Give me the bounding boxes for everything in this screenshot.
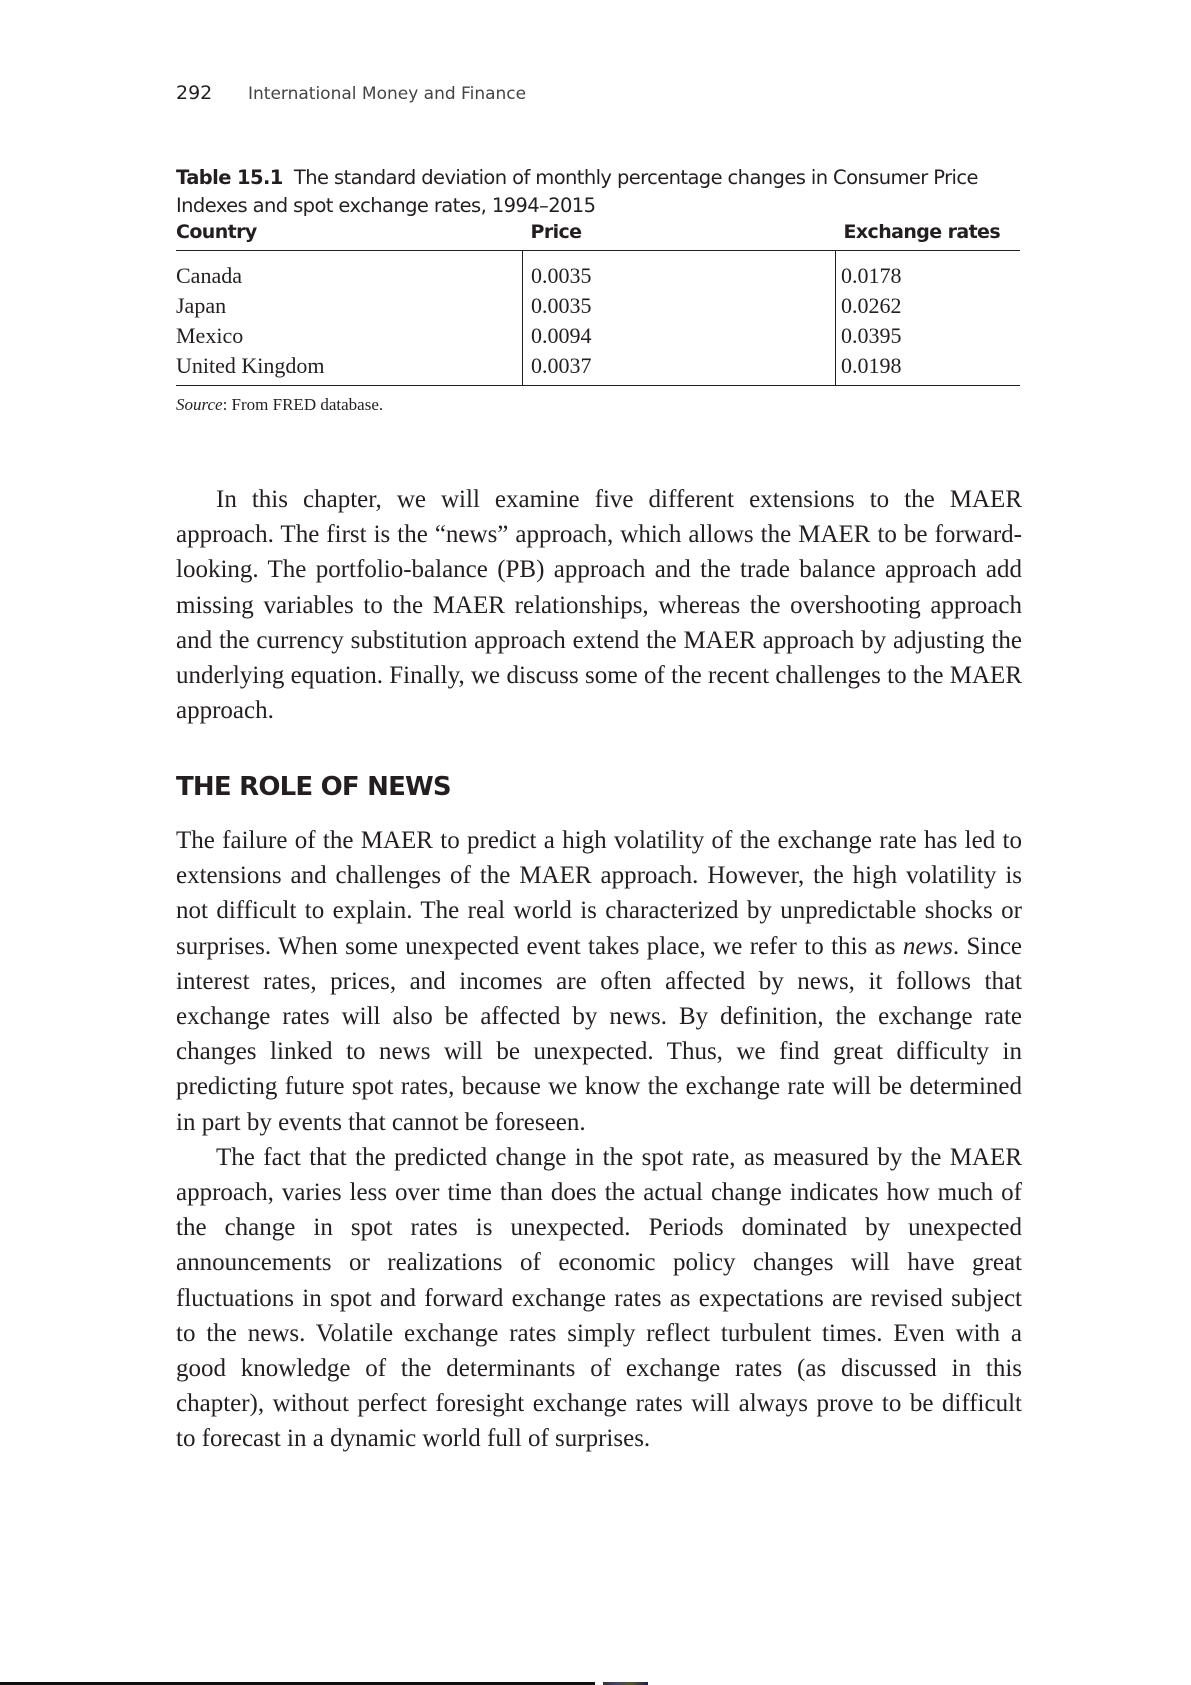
section-body	[176, 823, 1022, 1457]
cell-price: 0.0035	[523, 251, 836, 292]
cell-price: 0.0037	[523, 351, 836, 386]
page-number: 292	[176, 82, 213, 104]
table-row	[176, 321, 1020, 351]
cell-exchange-rate: 0.0198	[836, 351, 1021, 386]
cell-price: 0.0094	[523, 321, 836, 351]
intro-text	[176, 482, 1022, 728]
cell-exchange-rate: 0.0178	[836, 251, 1021, 292]
table-row	[176, 351, 1020, 386]
emphasis-news: news	[902, 932, 953, 960]
table-caption-text: The standard deviation of monthly percentage changes in Consumer Price Indexes and spot exchange rates, 1994–2015	[176, 166, 978, 217]
cell-price: 0.0035	[523, 291, 836, 321]
table-label: Table 15.1	[176, 166, 283, 189]
section-paragraph-1	[176, 823, 1022, 1140]
table-caption	[176, 164, 1020, 220]
source-text: : From FRED database.	[222, 395, 384, 414]
section-paragraph-2: The fact that the predicted change in the spot rate, as measured by the MAER approach, varies less over time than does the actual change indicates how much of the change in spot rates is unexpected. Periods dominated by unexpected announcements or realizations of economic policy changes will have great fluctuations in spot and forward exchange rates as expectations are revised subject to the news. Volatile exchange rates simply reflect turbulent times. Even with a good knowledge of the determinants of exchange rates (as discussed in this chapter), without perfect foresight exchange rates will always prove to be difficult to forecast in a dynamic world full of surprises.	[176, 1143, 1022, 1453]
cell-country: Mexico	[176, 323, 244, 348]
table-row	[176, 291, 1020, 321]
cell-exchange-rate: 0.0262	[836, 291, 1021, 321]
data-table	[176, 220, 1020, 386]
column-header-price: Price	[523, 220, 836, 251]
book-title: International Money and Finance	[248, 84, 527, 104]
table-block	[176, 164, 1020, 415]
table-source-note	[176, 395, 1020, 415]
cell-country: Japan	[176, 293, 227, 318]
source-label: Source	[176, 395, 223, 414]
paragraph-text: . Since interest rates, prices, and incomes are often affected by news, it follows that exchange rates will also be affected by news. By definition, the exchange rate changes linked to news will be unexpected. Thus, we find great difficulty in predicting future spot rates, because we know the exchange rate will be determined in part by events that cannot be foreseen.	[176, 932, 1023, 1136]
cell-country: Canada	[176, 263, 242, 288]
cell-exchange-rate: 0.0395	[836, 321, 1021, 351]
table-header-row	[176, 220, 1020, 251]
paragraph-text: The failure of the MAER to predict a high volatility of the exchange rate has led to extensions and challenges of the MAER approach. However, the high volatility is not difficult to explain. The real world is characterized by unpredictable shocks or surprises. When some unexpected event takes place, we refer to this as	[176, 827, 1022, 960]
intro-paragraph: In this chapter, we will examine five different extensions to the MAER approach. The first is the “news” approach, which allows the MAER to be forward-looking. The portfolio-balance (PB) approach and the trade balance approach add missing variables to the MAER relationships, whereas the overshooting approach and the currency substitution approach extend the MAER approach by adjusting the underlying equation. Finally, we discuss some of the recent challenges to the MAER approach.	[176, 486, 1022, 725]
column-header-exchange-rates: Exchange rates	[836, 220, 1021, 251]
cell-country: United Kingdom	[176, 351, 523, 386]
running-head	[176, 82, 526, 104]
table-row	[176, 251, 1020, 292]
section-heading: THE ROLE OF NEWS	[176, 772, 451, 802]
column-header-country: Country	[176, 220, 523, 251]
